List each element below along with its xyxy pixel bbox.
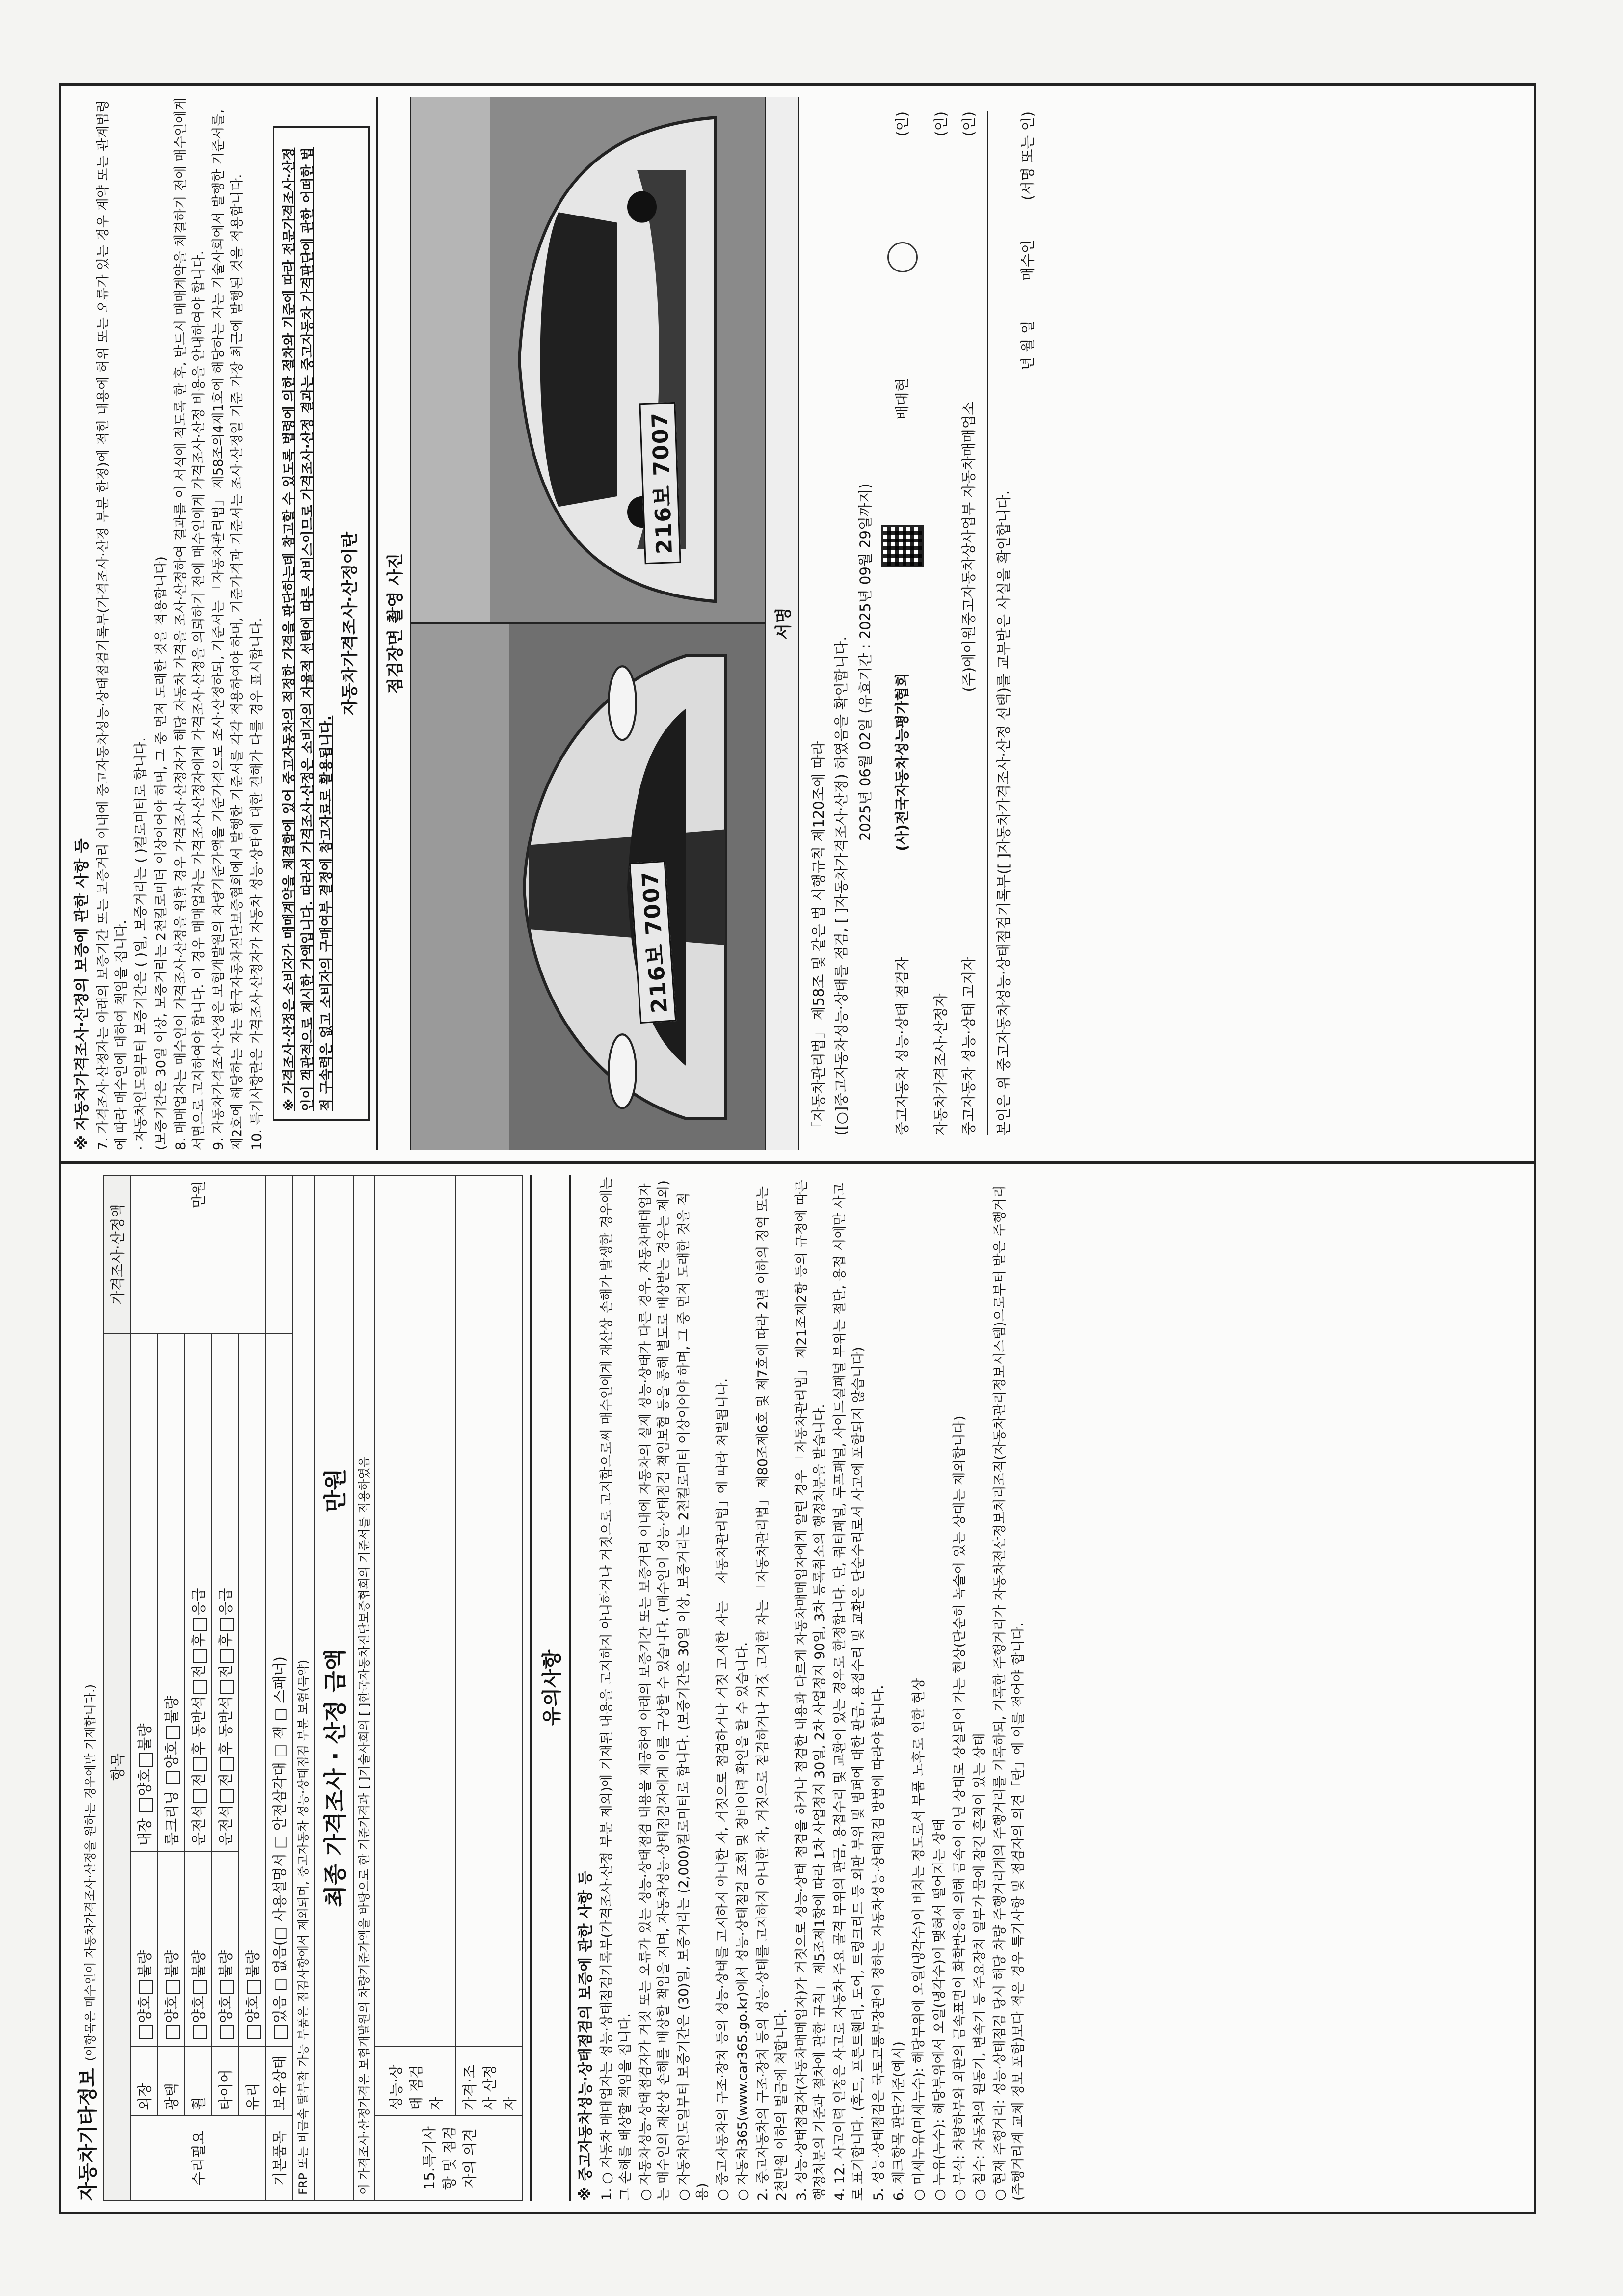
glass-label: 유리 bbox=[239, 2046, 266, 2116]
gloss-good-checkbox[interactable] bbox=[166, 2025, 180, 2039]
repair-row-label: 수리필요 bbox=[131, 2116, 266, 2200]
price-guarantee-section bbox=[72, 97, 266, 1150]
bad-label: 불량 bbox=[163, 1696, 180, 1724]
tire-driver-front-checkbox[interactable] bbox=[220, 1789, 234, 1803]
rear-label: 후 bbox=[217, 1741, 234, 1756]
inspector-org: (사)전국자동차성능평가협회 bbox=[893, 673, 910, 851]
qr-code-icon bbox=[881, 525, 924, 567]
final-price-unit: 만원 bbox=[322, 1468, 348, 1513]
notes-section1-title: ※ 중고자동차성능·상태점검의 보증에 관한 사항 등 bbox=[577, 1870, 594, 2201]
rotated-document bbox=[59, 83, 1536, 2214]
tire-label: 타이어 bbox=[212, 2046, 239, 2116]
guarantee-item: 10. 특기사항란은 가격조사·산정자가 자동차 성능·상태에 대한 견해가 다를 경우 표시합니다. bbox=[249, 618, 265, 1150]
emergency-checkbox[interactable] bbox=[193, 1618, 207, 1631]
unit-won: 만원 bbox=[190, 1181, 207, 1209]
roomclean-bad-checkbox[interactable] bbox=[166, 1726, 180, 1739]
buyer-signature-field[interactable]: (서명 또는 인) bbox=[1019, 111, 1036, 201]
notifier-seal: (인) bbox=[960, 111, 977, 136]
notes-item: ○ 침수: 자동차의 원동기, 변속기 등 주요장치 일부가 물에 잠긴 흔적이 있는 상태 bbox=[972, 1733, 988, 2201]
notes-item: 1. ○ 자동차 매매업자는 성능·상태점검기록부(가격조사·산정 부분 제외)에 기재된 내용을 고지하지 아니하거나 거짓으로 고지함으로써 매수인에게 재산상 손해가 발생한 경우에는 그 손해를 배상할 책임을 집니다. bbox=[599, 1177, 633, 2201]
glass-bad-checkbox[interactable] bbox=[247, 1980, 261, 1994]
driver-label: 운전석 bbox=[217, 1804, 234, 1846]
opinion-price-field[interactable] bbox=[455, 1175, 523, 2046]
front-label: 전 bbox=[217, 1664, 234, 1678]
notes-body bbox=[576, 1175, 1028, 2201]
tire-bad-checkbox[interactable] bbox=[220, 1980, 234, 1994]
tire-emergency-checkbox[interactable] bbox=[220, 1618, 234, 1631]
guarantee-item: · 자동차인도일부터 보증기간은 ( )일, 보증거리는 ( )킬로미터로 합니다. bbox=[133, 737, 149, 1150]
tire-driver-rear-checkbox[interactable] bbox=[220, 1757, 234, 1771]
notes-item: ○ 부식: 차량하부와 외판의 금속표면이 화학반응에 의해 금속이 아닌 상태로 상실되어 가는 현상(단순히 녹슬어 있는 상태는 제외합니다) bbox=[952, 1415, 967, 2201]
notes-item: 6. 체크항목 판단기준(예시) bbox=[891, 2041, 907, 2201]
notes-item: ○ 자동차성능·상태점검자가 거짓 또는 오류가 있는 성능·상태점검 내용을 제공하여 아래의 보증기간 또는 보증거리 이내에 자동차의 실제 성능·상태가 다른 경우, 자동차매매업자는 매수인의 재산상 손해를 배상할 책임을 지며, 자동차성능·상태점검자에게 이를 구상할 수 있습니다. (매수인이 성능·상태점검 책임보험 등을 통해 별도로 배상받는 경우는 제외) bbox=[638, 1180, 672, 2201]
guarantee-item: (보증기간은 30일 이상, 보증거리는 2천킬로미터 이상이어야 하며, 그 중 먼저 도래한 것을 적용합니다) bbox=[153, 556, 169, 1150]
inspector-name: 배대현 bbox=[893, 378, 910, 420]
extra-info-title: 자동차기타정보 bbox=[77, 2068, 99, 2201]
basic-has-checkbox[interactable] bbox=[274, 2025, 288, 2039]
extra-info-table bbox=[103, 1175, 523, 2201]
tire-good-checkbox[interactable] bbox=[220, 2025, 234, 2039]
front-label: 전 bbox=[190, 1773, 207, 1787]
basic-row-label: 기본품목 bbox=[266, 2116, 293, 2200]
interior-good-checkbox[interactable] bbox=[139, 1798, 153, 1812]
final-price-label: 최종 가격조사 · 산정 금액 bbox=[322, 1648, 348, 1907]
wheel-label: 휠 bbox=[185, 2046, 212, 2116]
basic-status-label: 보유상태 bbox=[266, 2046, 293, 2116]
signature-area bbox=[799, 97, 1047, 1150]
price-definition-box bbox=[273, 126, 370, 1121]
inspector-label: 중고자동차 성능·상태 점검자 bbox=[893, 957, 910, 1135]
price-assessor-seal: (인) bbox=[932, 111, 949, 136]
bad-label: 불량 bbox=[136, 1723, 153, 1751]
notes-item: ○ 누유(누수): 해당부위에서 오일(냉각수)이 맺혀서 떨어지는 상태 bbox=[931, 1818, 947, 2201]
price-definition-title: 자동차가격조사·산정이란 bbox=[340, 531, 360, 716]
passenger-front-checkbox[interactable] bbox=[193, 1680, 207, 1694]
good-label: 양호 bbox=[217, 1995, 234, 2023]
glass-good-checkbox[interactable] bbox=[247, 2025, 261, 2039]
front-car-photo bbox=[411, 623, 765, 1151]
inspection-photos bbox=[411, 97, 766, 1150]
notes-item: 4. 12. 사고이력 인정은 사고로 자동차 주요 골격 부위의 판금, 용접수리 및 교환이 있는 경우로 한정합니다. 단, 쿼터패널, 루프패널, 사이드실패널 부위는 절단, 용접 시에만 사고로 표기합니다. (후드, 프론트휀더, 도어, 트렁크리드 등 외판 부위 및 범퍼에 대한 판금, 용접수리 및 교환은 단순수리로서 사고에 포함되지 않습니다) bbox=[832, 1183, 866, 2201]
seal-stamp-icon bbox=[887, 242, 918, 272]
basic-options: 있음 □ 없음(□ 사용설명서 □ 안전삼각대 □ 잭 □ 스패너) bbox=[271, 1656, 288, 2023]
price-guarantee-title: ※ 자동차가격조사·산정의 보증에 관한 사항 등 bbox=[73, 838, 91, 1150]
inspector-seal: (인) bbox=[893, 111, 910, 136]
signature-line: 「자동차관리법」 제58조 및 같은 법 시행규칙 제120조에 따라 bbox=[810, 741, 827, 1135]
rear-label: 후 bbox=[190, 1741, 207, 1756]
signature-line: ([○]중고자동차성능·상태를 점검, [ ]자동차가격조사·산정) 하였음을 확인합니다. bbox=[832, 636, 850, 1135]
notes-item: 3. 성능·상태점검자(자동차매매업자)가 거짓으로 성능·상태 점검을 하거나 점검한 내용과 다르게 자동차매매업자에게 알린 경우 「자동차관리법」 제21조제2항 등의 규정에 따른 행정처분의 기준과 절차에 관한 규칙」 제5조제1항에 따라 1차 사업정지 30일, 2차 사업정지 90일, 3차 등록취소의 행정처분을 받습니다. bbox=[794, 1179, 828, 2201]
validity-period: 2025년 06월 02일 (유효기간 : 2025년 09월 29일까지) bbox=[857, 483, 874, 841]
repair-price-cell bbox=[131, 1175, 266, 1333]
gloss-label: 광택 bbox=[158, 2046, 185, 2116]
good-label: 양호 bbox=[136, 1768, 153, 1796]
interior-bad-checkbox[interactable] bbox=[139, 1753, 153, 1767]
extra-info-subtitle: (이항목은 매수인이 자동차가격조사·산정을 원하는 경우에만 기재합니다.) bbox=[83, 1684, 97, 2061]
frp-note: FRP 또는 비금속 탈부착 가능 부품은 점검사항에서 제외되며, 중고자동차 성능·상태점검 부분 보험(특약) bbox=[293, 1175, 314, 2200]
notifier-label: 중고자동차 성능·상태 고지자 bbox=[960, 957, 977, 1135]
right-panel bbox=[61, 86, 1534, 1161]
notes-item: ○ 현재 주행거리: 성능·상태점검 당시 해당 차량 주행거리계의 주행거리를 기록하되, 기록한 주행거리가 자동차전산정보처리조직(자동차관리정보시스템)으로부터 받은 주행거리(주행거리계 교체 정보 포함)보다 적은 경우 특기사항 및 점검자의 의견「란」에 이를 적어야 합니다. bbox=[992, 1185, 1026, 2201]
roomclean-good-checkbox[interactable] bbox=[166, 1771, 180, 1784]
opinion-inspector-field[interactable] bbox=[375, 1175, 455, 2046]
signature-title: 서명 bbox=[766, 97, 799, 1150]
guarantee-item: 8. 매매업자는 매수인이 가격조사·산정을 원할 경우 가격조사·산정자가 해당 자동차 가격을 조사·산정하여 결과를 이 서식에 적도록 한 후, 반드시 매매계약을 체결하기 전에 매수인에게 서면으로 고지하여야 합니다. 이 경우 매매업자는 가격조사·산정자에게 가격조사·산정을 의뢰하기 전에 매수인에게 가격조사·산정 비용을 안내하여야 합니다. bbox=[173, 97, 207, 1150]
passenger-rear-checkbox[interactable] bbox=[193, 1649, 207, 1663]
notes-item: 5. 성능·상태점검은 국토교통부장관이 정하는 자동차성능·상태점검 방법에 따라야 합니다. bbox=[871, 1685, 886, 2201]
exterior-bad-checkbox[interactable] bbox=[139, 1980, 153, 1994]
left-panel bbox=[61, 1161, 1534, 2212]
exterior-good-checkbox[interactable] bbox=[139, 2025, 153, 2039]
bad-label: 불량 bbox=[190, 1950, 207, 1978]
notes-item: 2. 중고자동차의 구조·장치 등의 성능·상태를 고지하지 아니한 자, 거짓으로 점검하거나 거짓 고지한 자는 「자동차관리법」 제80조제6호 및 제7호에 따라 2년 이하의 징역 또는 2천만원 이하의 벌금에 처합니다. bbox=[755, 1186, 789, 2201]
good-label: 양호 bbox=[136, 1995, 153, 2023]
opinion-label: 15.특기사항 및 점검자의 의견 bbox=[375, 2116, 523, 2200]
bad-label: 불량 bbox=[136, 1950, 153, 1978]
passenger-label: 동반석 bbox=[217, 1696, 234, 1737]
front-label: 전 bbox=[217, 1773, 234, 1787]
notes-item: ○ 자동차365(www.car365.go.kr)에서 성능·상태점검 조회 및 정비이력 확인을 할 수 있습니다. bbox=[735, 1642, 751, 2201]
roomclean-label: 룸크리닝 bbox=[163, 1790, 180, 1846]
emergency-label: 응급 bbox=[190, 1588, 207, 1616]
good-label: 양호 bbox=[163, 1995, 180, 2023]
front-car-image bbox=[411, 624, 765, 1151]
front-label: 전 bbox=[190, 1664, 207, 1678]
col-item-header: 항목 bbox=[104, 1333, 131, 2200]
price-assessor-label: 자동차가격조사·산정자 bbox=[932, 993, 949, 1135]
driver-rear-checkbox[interactable] bbox=[193, 1757, 207, 1771]
guarantee-item: 9. 자동차가격조사·산정은 보험개발원의 차량기준가액을 기준가격으로 조사·산정하되, 기준서는 「자동차관리법」 제58조의4제1호에 해당하는 자는 기술사회에서 발행한 기준서를, 제2호에 해당하는 자는 한국자동차진단보증협회에서 발행한 기준서를 각각 적용하여야 하며, 기준가격과 기준서는 조사·산정일 기준 가장 최근에 발행된 것을 적용합니다. bbox=[211, 109, 245, 1150]
notes-item: ○ 미세누유(미세누수): 해당부위에 오일(냉각수)이 비치는 정도로서 부품 노후로 인한 현상 bbox=[911, 1678, 927, 2201]
guarantee-item: 7. 가격조사·산정자는 아래의 보증기간 또는 보증거리 이내에 중고자동차성능·상태점검기록부(가격조사·산정 부분 한정)에 적힌 내용에 허위 또는 오류가 있는 경우 계약 또는 관계법령에 따라 매수인에 대하여 책임을 집니다. bbox=[95, 100, 130, 1150]
good-label: 양호 bbox=[163, 1741, 180, 1769]
interior-label: 내장 bbox=[136, 1818, 153, 1846]
rear-car-image bbox=[411, 97, 765, 623]
buyer-label: 매수인 bbox=[1019, 240, 1036, 281]
opinion-price-label: 가격·조사 산정자 bbox=[455, 2046, 523, 2116]
license-plate-front: 216보 7007 bbox=[629, 861, 677, 1024]
driver-label: 운전석 bbox=[190, 1804, 207, 1846]
notes-item: ○ 자동차인도일부터 보증기간은 (30)일, 보증거리는 (2,000)킬로미터로 합니다. (보증기간은 30일 이상, 보증거리는 2천킬로미터 이상이어야 하며, 그 중 먼저 도래한 것을 적용) bbox=[676, 1192, 710, 2201]
tire-passenger-front-checkbox[interactable] bbox=[220, 1680, 234, 1694]
bad-label: 불량 bbox=[217, 1950, 234, 1978]
bad-label: 불량 bbox=[163, 1950, 180, 1978]
price-definition-text: ※ 가격조사·산정은 소비자가 매매계약을 체결함에 있어 중고자동차의 적정한 가격을 판단하는데 참고할 수 있도록 법령에 의한 절차와 기준에 따라 전문가격조사·산정인이 객관적으로 제시한 가액입니다. 따라서 가격조사·산정은 소비자의 자율적 선택에 따른 서비스이므로 가격조사·산정 결과는 중고자동차 가격판단에 관한 어떠한 법적 구속력은 없고 소비자의 구매여부 결정에 참고자료로 활용됩니다. bbox=[282, 147, 334, 1111]
good-label: 양호 bbox=[190, 1995, 207, 2023]
opinion-inspector-label: 성능·상태 점검자 bbox=[375, 2046, 455, 2116]
good-label: 양호 bbox=[244, 1995, 261, 2023]
rear-car-photo bbox=[411, 97, 765, 623]
passenger-label: 동반석 bbox=[190, 1696, 207, 1737]
driver-front-checkbox[interactable] bbox=[193, 1789, 207, 1803]
price-basis-note: 이 가격조사·산정가격은 보험개발원의 차량기준가액을 바탕으로 한 기준가격과 [ ]기술사회의 [ ]한국자동차진단보증협회의 기준서를 적용하였음 bbox=[353, 1175, 375, 2200]
gloss-bad-checkbox[interactable] bbox=[166, 1980, 180, 1994]
notes-title: 유의사항 bbox=[530, 1175, 571, 2201]
rear-label: 후 bbox=[190, 1633, 207, 1647]
emergency-label: 응급 bbox=[217, 1588, 234, 1616]
confirm-date: 년 월 일 bbox=[1019, 320, 1036, 371]
exterior-label: 외장 bbox=[131, 2046, 158, 2116]
rear-label: 후 bbox=[217, 1633, 234, 1647]
license-plate-rear: 216보 7007 bbox=[639, 402, 681, 565]
notes-item: ○ 중고자동차의 구조·장치 등의 성능·상태를 고지하지 아니한 자, 거짓으로 점검하거나 거짓 고지한 자는 「자동차관리법」에 따라 처벌됩니다. bbox=[715, 1378, 730, 2201]
wheel-good-checkbox[interactable] bbox=[193, 2025, 207, 2039]
notifier-org: (주)에이원중고자동차상사업부 자동차매매업소 bbox=[960, 401, 977, 692]
basic-price-cell bbox=[266, 1175, 293, 1333]
wheel-bad-checkbox[interactable] bbox=[193, 1980, 207, 1994]
bad-label: 불량 bbox=[244, 1950, 261, 1978]
col-price-header: 가격조사·산정액 bbox=[104, 1175, 131, 1333]
photo-section-title: 점검장면 촬영 사진 bbox=[376, 97, 411, 1150]
buyer-confirmation: 본인은 위 중고자동차성능·상태점검기록부([ ]자동차가격조사·산정 선택)를 교부받은 사실을 확인합니다. bbox=[995, 490, 1012, 1135]
tire-passenger-rear-checkbox[interactable] bbox=[220, 1649, 234, 1663]
